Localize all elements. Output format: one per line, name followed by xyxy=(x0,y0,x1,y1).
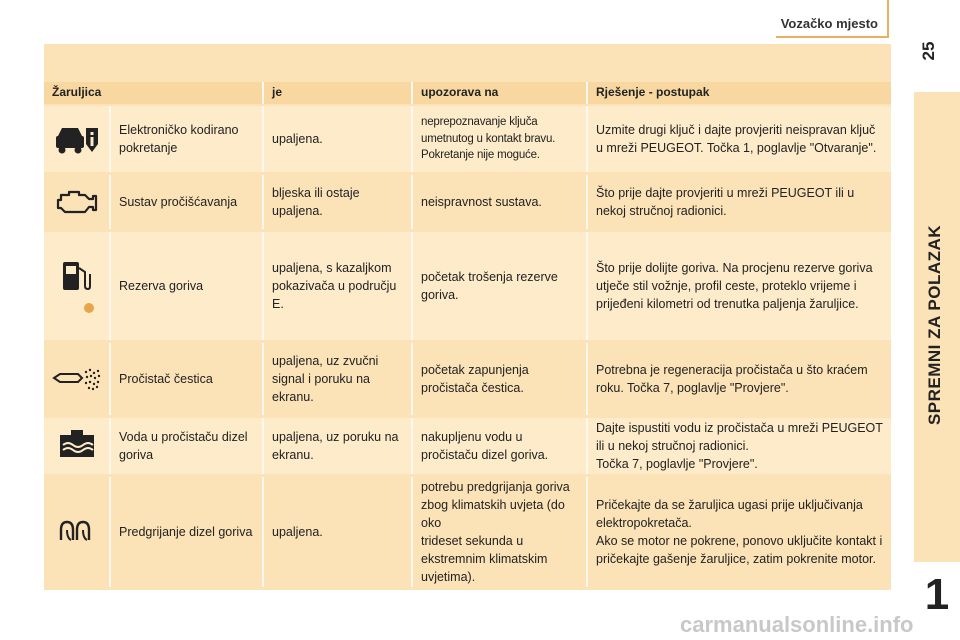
lamp-name: Predgrijanje dizel goriva xyxy=(111,477,264,587)
lamp-solution: Dajte ispustiti vodu iz pročistača u mreži PEUGEOT ili u nekoj stručnoj radionici. Točka 7, poglavlje "Provjere". xyxy=(596,420,883,472)
section-title: Vozačko mjesto xyxy=(780,16,878,31)
lamp-solution: Što prije dajte provjeriti u mreži PEUGEOT ili u nekoj stručnoj radionici. xyxy=(596,185,855,218)
chapter-label: SPREMNI ZA POLAZAK xyxy=(925,224,944,426)
table-header-row xyxy=(44,82,891,104)
column-header-state: je xyxy=(264,82,413,104)
lamp-state: upaljena. xyxy=(264,477,413,587)
lamp-warning: neprepoznavanje ključa umetnutog u kontakt bravu. Pokretanje nije moguće. xyxy=(413,106,588,172)
lamp-solution: Pričekajte da se žaruljica ugasi prije uključivanja elektropokretača. Ako se motor ne pokrene, ponovo uključite kontakt i pričekajte gašenje žaruljice, zatim pokrenite motor. xyxy=(596,497,883,567)
table-row xyxy=(44,343,891,415)
particle-filter-icon xyxy=(44,343,111,415)
lamp-state: upaljena. xyxy=(264,106,413,172)
column-header-lamp: Žaruljica xyxy=(44,82,264,104)
watermark: carmanualsonline.info xyxy=(680,612,914,637)
table-row xyxy=(44,106,891,172)
fuel-pump-icon xyxy=(44,232,111,340)
lamp-name: Rezerva goriva xyxy=(111,232,264,340)
water-in-diesel-icon xyxy=(44,418,111,474)
lamp-warning: početak zapunjenja pročistača čestica. xyxy=(413,343,588,415)
column-header-warning: upozorava na xyxy=(413,82,588,104)
lamp-name: Elektroničko kodirano pokretanje xyxy=(111,106,264,172)
lamp-warning: nakupljenu vodu u pročistaču dizel goriva. xyxy=(413,418,588,474)
page-number: 25 xyxy=(919,41,938,61)
lamp-name: Pročistač čestica xyxy=(111,343,264,415)
lamp-state: bljeska ili ostaje upaljena. xyxy=(264,175,413,229)
table-row xyxy=(44,418,891,474)
lamp-state: upaljena, s kazaljkom pokazivača u području E. xyxy=(264,232,413,340)
table-row xyxy=(44,232,891,340)
engine-icon xyxy=(44,175,111,229)
lamp-solution: Uzmite drugi ključ i dajte provjeriti neispravan ključ u mreži PEUGEOT. Točka 1, poglavlje "Otvaranje". xyxy=(596,122,877,155)
lamp-warning: potrebu predgrijanja goriva zbog klimatskih uvjeta (do oko trideset sekunda u ekstremnim klimatskim uvjetima). xyxy=(413,477,588,587)
lamp-state: upaljena, uz poruku na ekranu. xyxy=(264,418,413,474)
header-rule xyxy=(776,36,889,38)
table-row xyxy=(44,477,891,587)
column-header-solution: Rješenje - postupak xyxy=(596,85,710,100)
lamp-solution: Što prije dolijte goriva. Na procjenu rezerve goriva utječe stil vožnje, profil ceste, proteklo vrijeme i prijeđeni kilometri od trenutka paljenja žaruljice. xyxy=(596,260,873,312)
table-row xyxy=(44,175,891,229)
header-rule-vertical xyxy=(887,0,889,38)
lamp-warning: neispravnost sustava. xyxy=(413,175,588,229)
lamp-state: upaljena, uz zvučni signal i poruku na ekranu. xyxy=(264,343,413,415)
lamp-warning: početak trošenja rezerve goriva. xyxy=(413,232,588,340)
chapter-number: 1 xyxy=(924,570,950,619)
glow-plug-icon xyxy=(44,477,111,587)
lamp-name: Sustav pročišćavanja xyxy=(111,175,264,229)
lamp-name: Voda u pročistaču dizel goriva xyxy=(111,418,264,474)
key-immobiliser-icon xyxy=(44,106,111,172)
lamp-solution: Potrebna je regeneracija pročistača u što kraćem roku. Točka 7, poglavlje "Provjere". xyxy=(596,362,868,395)
